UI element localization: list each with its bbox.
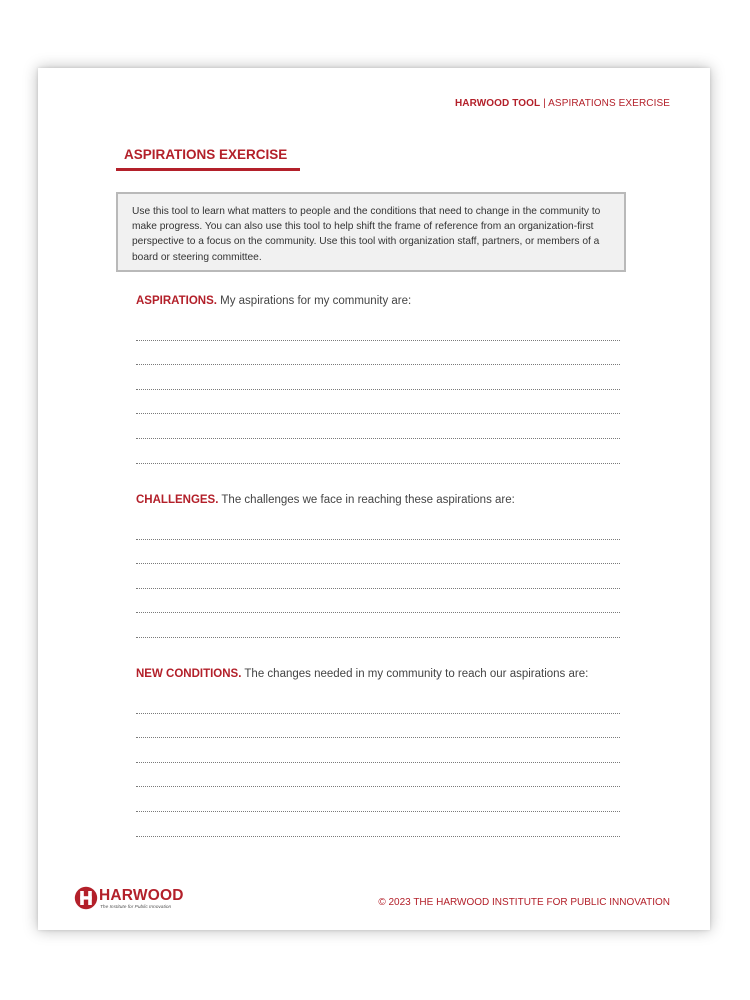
section-label: CHALLENGES. <box>136 494 219 506</box>
answer-lines <box>136 316 620 464</box>
section-new-conditions <box>136 667 620 837</box>
answer-line[interactable] <box>136 390 620 415</box>
answer-line[interactable] <box>136 689 620 714</box>
answer-line[interactable] <box>136 714 620 739</box>
footer-copyright: © 2023 THE HARWOOD INSTITUTE FOR PUBLIC INNOVATION <box>378 897 670 908</box>
answer-line[interactable] <box>136 341 620 366</box>
title-block <box>116 147 300 171</box>
header-tool-label: HARWOOD TOOL <box>454 98 541 109</box>
logo-wordmark: HARWOOD <box>99 887 184 904</box>
intro-box: Use this tool to learn what matters to people and the conditions that need to change in the community to make progress. You can also use this tool to help shift the frame of reference from an organization-first perspective to a focus on the community. Use this tool with organization staff, partners, or members of a board or steering committee. <box>116 192 626 272</box>
section-label: NEW CONDITIONS. <box>136 668 242 680</box>
section-heading <box>136 294 620 308</box>
answer-line[interactable] <box>136 540 620 565</box>
answer-lines <box>136 515 620 638</box>
section-aspirations <box>136 294 620 464</box>
answer-line[interactable] <box>136 316 620 341</box>
title-underline <box>116 168 300 171</box>
logo-tagline: The Institute for Public Innovation <box>100 904 172 910</box>
answer-line[interactable] <box>136 738 620 763</box>
header-separator: | <box>540 98 549 109</box>
page-title: ASPIRATIONS EXERCISE <box>124 147 288 162</box>
section-prompt: The challenges we face in reaching these aspirations are: <box>218 494 515 506</box>
answer-line[interactable] <box>136 515 620 540</box>
harwood-h-logo-icon <box>74 886 98 910</box>
section-heading <box>136 493 620 507</box>
answer-line[interactable] <box>136 787 620 812</box>
section-heading <box>136 667 620 681</box>
answer-line[interactable] <box>136 763 620 788</box>
answer-lines <box>136 689 620 837</box>
section-challenges <box>136 493 620 638</box>
answer-line[interactable] <box>136 589 620 614</box>
answer-line[interactable] <box>136 439 620 464</box>
answer-line[interactable] <box>136 365 620 390</box>
worksheet-page <box>38 68 710 930</box>
header-exercise-label: ASPIRATIONS EXERCISE <box>548 98 670 109</box>
section-label: ASPIRATIONS. <box>136 295 217 307</box>
answer-line[interactable] <box>136 613 620 638</box>
section-prompt: My aspirations for my community are: <box>216 295 412 307</box>
section-prompt: The changes needed in my community to reach our aspirations are: <box>241 668 589 680</box>
harwood-logo <box>74 886 204 914</box>
answer-line[interactable] <box>136 564 620 589</box>
answer-line[interactable] <box>136 812 620 837</box>
answer-line[interactable] <box>136 414 620 439</box>
page-header <box>455 98 670 109</box>
